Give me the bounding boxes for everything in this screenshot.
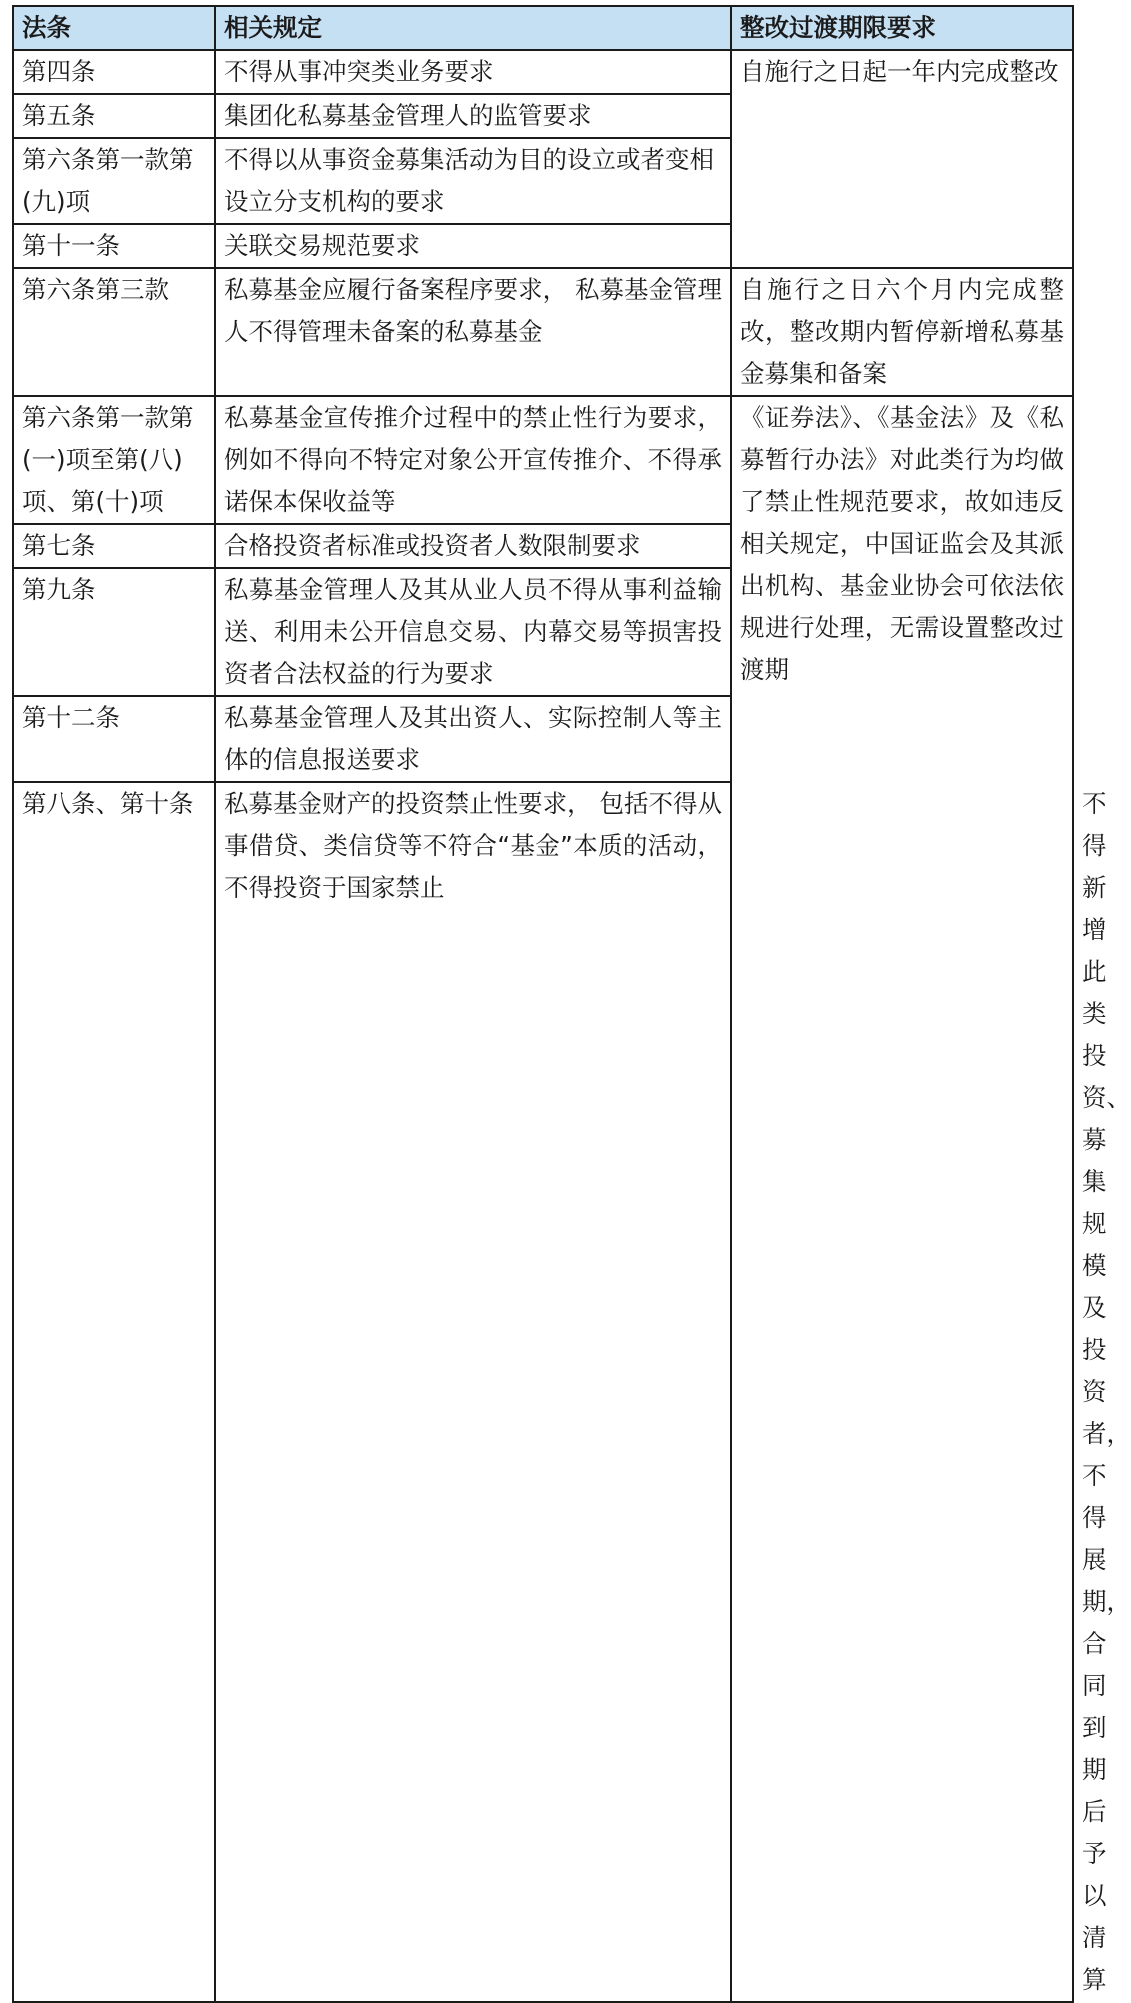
table-row — [13, 268, 1073, 396]
header-article: 法条 — [13, 6, 215, 50]
rule-cell: 私募基金应履行备案程序要求， 私募基金管理人不得管理未备案的私募基金 — [215, 268, 731, 396]
table-header-row — [13, 6, 1073, 50]
rule-cell: 不得以从事资金募集活动为目的设立或者变相设立分支机构的要求 — [215, 138, 731, 224]
rule-cell: 私募基金管理人及其从业人员不得从事利益输送、利用未公开信息交易、内幕交易等损害投资者合法权益的行为要求 — [215, 568, 731, 696]
article-cell: 第六条第一款第(一)项至第(八)项、第(十)项 — [13, 396, 215, 524]
article-cell: 第九条 — [13, 568, 215, 696]
period-cell: 自施行之日起一年内完成整改 — [731, 50, 1073, 268]
rule-cell: 私募基金财产的投资禁止性要求， 包括不得从事借贷、类信贷等不符合“基金”本质的活动，不得投资于国家禁止 — [215, 782, 731, 2002]
rule-cell: 不得从事冲突类业务要求 — [215, 50, 731, 94]
header-rule: 相关规定 — [215, 6, 731, 50]
period-cell: 《证券法》、《基金法》及《私募暂行办法》对此类行为均做了禁止性规范要求，故如违反相关规定，中国证监会及其派出机构、基金业协会可依法依规进行处理，无需设置整改过渡期 — [731, 396, 1073, 2002]
rule-cell: 私募基金管理人及其出资人、实际控制人等主体的信息报送要求 — [215, 696, 731, 782]
article-cell: 第五条 — [13, 94, 215, 138]
article-cell: 第四条 — [13, 50, 215, 94]
rule-cell: 合格投资者标准或投资者人数限制要求 — [215, 524, 731, 568]
article-cell: 第六条第一款第(九)项 — [13, 138, 215, 224]
article-cell: 第七条 — [13, 524, 215, 568]
article-cell: 第十一条 — [13, 224, 215, 268]
table-row: 第八条、第十条 私募基金财产的投资禁止性要求， 包括不得从事借贷、类信贷等不符合“基金”本质的活动，不得投资于国家禁止 不得新增此类投资、募集规模及投资者，不得展期，合同到期后予以清算 — [13, 782, 1073, 2002]
article-cell: 第六条第三款 — [13, 268, 215, 396]
table-row — [13, 50, 1073, 94]
article-cell: 第八条、第十条 — [13, 782, 215, 2002]
rule-cell: 关联交易规范要求 — [215, 224, 731, 268]
period-cell: 自施行之日六个月内完成整改，整改期内暂停新增私募基金募集和备案 — [731, 268, 1073, 396]
regulation-table — [12, 5, 1131, 2003]
article-cell: 第十二条 — [13, 696, 215, 782]
rule-cell: 集团化私募基金管理人的监管要求 — [215, 94, 731, 138]
table-row — [13, 396, 1073, 524]
header-period: 整改过渡期限要求 — [731, 6, 1073, 50]
rule-cell: 私募基金宣传推介过程中的禁止性行为要求，例如不得向不特定对象公开宣传推介、不得承诺保本保收益等 — [215, 396, 731, 524]
